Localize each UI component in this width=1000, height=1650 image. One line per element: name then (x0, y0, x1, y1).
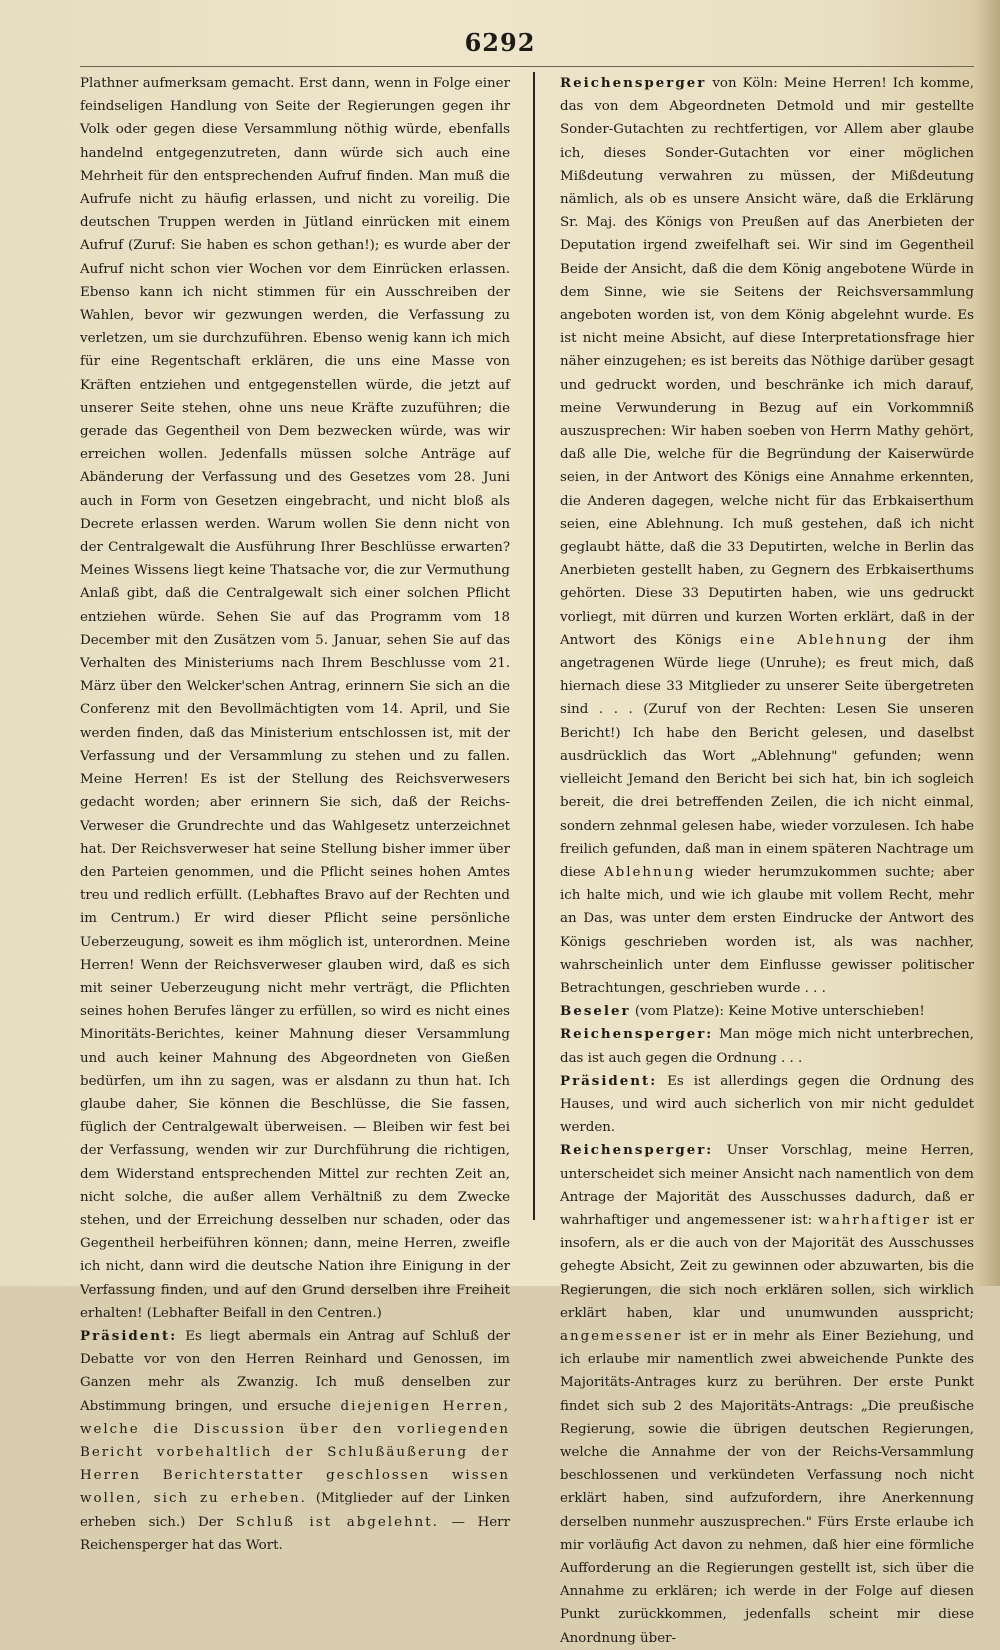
speech-text: wieder herumzukommen suchte; aber ich halte mich, und wie ich glaube mit vollem Recht, mehr an Das, was unter dem ersten Eindrucke der Antwort des Königs geschrieben worden ist, als was nachher, wahrscheinlich unter dem Einflusse gewisser politischer Betrachtungen, geschrieben wurde . . . (560, 864, 974, 996)
right-column (560, 72, 974, 1650)
spaced-text: Ablehnung (603, 864, 696, 880)
speech-text: ist er insofern, als er die auch von der Majorität des Ausschusses gehegte Absicht, Zeit zu gewinnen oder abzuwarten, bis die Regierungen, die sich noch erklären sollen, sich wirklich erklärt haben, klar und unumwunden ausspricht; (560, 1212, 974, 1321)
speech-text: der ihm angetragenen Würde liege (Unruhe); es freut mich, daß hiernach diese 33 Mitglieder zu unserer Seite übergetreten sind . . . (Zuruf von der Rechten: Lesen Sie unseren Bericht!) Ich habe den Bericht gelesen, und daselbst ausdrücklich das Wort „Ablehnung" gefunden; wenn vielleicht Jemand den Bericht bei sich hat, bin ich sogleich bereit, die drei betreffenden Zeilen, die ich nicht einmal, sondern zehnmal gelesen habe, wieder vorzulesen. Ich habe freilich gefunden, daß man in einem späteren Nachtrage um diese (560, 632, 974, 880)
page-number: 6292 (464, 28, 536, 57)
speech-text: (vom Platze): Keine Motive unterschieben! (634, 1004, 925, 1020)
spaced-text: Schluß ist abgelehnt. (235, 1514, 439, 1530)
speech-text: Unser Vorschlag, meine Herren, unterscheidet sich meiner Ansicht nach namentlich von dem Antrage der Majorität des Ausschusses dadurch, daß er wahrhaftiger und angemessener ist: (560, 1143, 974, 1228)
speech-text: Man möge mich nicht unterbrechen, das ist auch gegen die Ordnung . . . (560, 1027, 974, 1066)
paragraph (80, 72, 510, 1325)
header-rule (80, 66, 974, 67)
speech-text: von Köln: Meine Herren! Ich komme, das von dem Abgeordneten Detmold und mir gestellte Sonder-Gutachten zu rechtfertigen, vor Allem aber glaube ich, dieses Sonder-Gutachten vor einer möglichen Mißdeutung verwahren zu müssen, der Mißdeutung nämlich, als ob es unsere Ansicht wäre, daß die Erklärung Sr. Maj. des Königs von Preußen auf das Anerbieten der Deputation irgend zweifelhaft sei. Wir sind im Gegentheil Beide der Ansicht, daß die dem König angebotene Würde in dem Sinne, wie sie Seitens der Reichsversammlung angeboten worden ist, von dem König abgelehnt wurde. Es ist nicht meine Absicht, auf diese Interpretationsfrage hier näher einzugehen; es ist bereits das Nöthige darüber gesagt und gedruckt worden, und beschränke ich mich darauf, meine Verwunderung in Bezug auf ein Vorkommniß auszusprechen: Wir haben soeben von Herrn Mathy gehört, daß alle Die, welche für die Begründung der Kaiserwürde seien, in der Antwort des Königs eine Annahme erkennten, die Anderen dagegen, welche nicht für das Erbkaiserthum seien, eine Ablehnung. Ich muß gestehen, daß ich nicht geglaubt hätte, daß die 33 Deputirten, welche in Berlin das Anerbieten gestellt haben, zu Gegnern des Erbkaiserthums gehörten. Diese 33 Deputirten haben, wie uns gedruckt vorliegt, mit dürren und kurzen Worten erklärt, daß in der Antwort des Königs (560, 76, 974, 648)
paragraph (560, 1070, 974, 1140)
paragraph (560, 1023, 974, 1069)
speech-text: Es ist allerdings gegen die Ordnung des Hauses, und wird auch sicherlich von mir nicht geduldet werden. (560, 1073, 974, 1136)
speaker-name: Reichensperger: (560, 1026, 714, 1043)
paragraph (80, 1325, 510, 1557)
spaced-text: wahrhaftiger (818, 1212, 931, 1228)
paragraph (560, 1139, 974, 1649)
speech-text: — Herr Reichensperger hat das Wort. (80, 1514, 510, 1553)
paragraph (560, 1000, 974, 1023)
speaker-name: Präsident: (80, 1327, 178, 1344)
left-column (80, 72, 510, 1557)
speaker-name: Reichensperger (560, 75, 707, 91)
spaced-text: angemessener (560, 1328, 683, 1344)
paragraph (560, 72, 974, 1000)
spaced-text: diejenigen Herren, welche die Discussion über den vorliegenden Bericht vorbehaltlich der Schlußäußerung der Herren Berichterstatter geschlossen wissen wollen, sich zu erheben. (80, 1398, 510, 1507)
speech-text: (Mitglieder auf der Linken erheben sich.) Der (80, 1491, 510, 1530)
speech-text: Es liegt abermals ein Antrag auf Schluß der Debatte vor von den Herren Reinhard und Genossen, im Ganzen mehr als Zwanzig. Ich muß denselben zur Abstimmung bringen, und ersuche (80, 1328, 510, 1414)
speech-text: ist er in mehr als Einer Beziehung, und ich erlaube mir namentlich zwei abweichende Punkte des Majoritäts-Antrages kurz zu berühren. Der erste Punkt findet sich sub 2 des Majoritäts-Antrags: „Die preußische Regierung, sowie die übrigen deutschen Regierungen, welche die Annahme der von der Reichs-Versammlung beschlossenen und verkündeten Verfassung noch nicht erklärt haben, sind aufzufordern, ihre Anerkennung derselben nunmehr auszusprechen." Fürs Erste erlaube ich mir vorläufig Act davon zu nehmen, daß hier eine förmliche Aufforderung an die Regierungen gestellt ist, sich über die Annahme zu erklären; ich werde in der Folge auf diesen Punkt zurückkommen, jedenfalls scheint mir diese Anordnung über- (560, 1328, 975, 1646)
speaker-name: Reichensperger: (560, 1142, 714, 1159)
speaker-name: Beseler (560, 1003, 631, 1020)
speech-text: Plathner aufmerksam gemacht. Erst dann, wenn in Folge einer feindseligen Handlung von Seite der Regierungen gegen ihr Volk oder gegen diese Versammlung nöthig würde, ebenfalls handelnd entgegenzutreten, dann würde sich auch eine Mehrheit für den entsprechenden Aufruf finden. Man muß die Aufrufe nicht zu häufig erlassen, und nicht zu voreilig. Die deutschen Truppen werden in Jütland einrücken mit einem Aufruf (Zuruf: Sie haben es schon gethan!); es wurde aber der Aufruf nicht schon vier Wochen vor dem Einrücken erlassen. Ebenso kann ich nicht stimmen für ein Ausschreiben der Wahlen, bevor wir gezwungen werden, die Verfassung zu verletzen, um sie durchzuführen. Ebenso wenig kann ich mich für eine Regentschaft erklären, die uns eine Masse von Kräften entziehen und entgegenstellen würde, die jetzt auf unserer Seite stehen, ohne uns neue Kräfte zuzuführen; die gerade das Gegentheil von Dem bezwecken würde, was wir erreichen wollen. Jedenfalls müssen solche Anträge auf Abänderung der Verfassung und des Gesetzes vom 28. Juni auch in Form von Gesetzen eingebracht, und nicht bloß als Decrete erlassen werden. Warum wollen Sie denn nicht von der Centralgewalt die Ausführung Ihrer Beschlüsse erwarten? Meines Wissens liegt keine Thatsache vor, die zur Vermuthung Anlaß gibt, daß die Centralgewalt sich einer solchen Pflicht entziehen würde. Sehen Sie auf das Programm vom 18 December mit den Zusätzen vom 5. Januar, sehen Sie auf das Verhalten des Ministeriums nach Ihrem Beschlusse vom 21. März über den Welcker'schen Antrag, erinnern Sie sich an die Conferenz mit den Bevollmächtigten vom 14. April, und Sie werden finden, daß das Ministerium entschlossen ist, mit der Verfassung und der Versammlung zu stehen und zu fallen. Meine Herren! Es ist der Stellung des Reichsverwesers gedacht worden; aber erinnern Sie sich, daß der Reichs-Verweser die Grundrechte und das Wahlgesetz unterzeichnet hat. Der Reichsverweser hat seine Stellung bisher immer über den Parteien genommen, und die Pflicht seines hohen Amtes treu und redlich erfüllt. (Lebhaftes Bravo auf der Rechten und im Centrum.) Er wird dieser Pflicht seine persönliche Ueberzeugung, soweit es ihm möglich ist, unterordnen. Meine Herren! Wenn der Reichsverweser glauben wird, daß es sich mit seiner Ueberzeugung nicht mehr verträgt, die Pflichten seines hohen Berufes länger zu erfüllen, so wird es nicht eines Minoritäts-Berichtes, keiner Mahnung dieser Versammlung und auch keiner Mahnung des Abgeordneten von Gießen bedürfen, um ihn zu sagen, was er alsdann zu thun hat. Ich glaube daher, Sie können die Beschlüsse, die Sie fassen, füglich der Centralgewalt überweisen. — Bleiben wir fest bei der Verfassung, wenden wir zur Durchführung die richtigen, dem Widerstand entsprechenden Mittel zur rechten Zeit an, nicht solche, die außer allem Verhältniß zu dem Zwecke stehen, und der Erreichung desselben nur schaden, oder das Gegentheil herbeiführen können; dann, meine Herren, zweifle ich nicht, dann wird die deutsche Nation ihre Einigung in der Verfassung finden, und auf den Grund derselben ihre Freiheit erhalten! (Lebhafter Beifall in den Centren.) (80, 76, 510, 1321)
column-divider (533, 72, 535, 1220)
speaker-name: Präsident: (560, 1072, 658, 1089)
spaced-text: eine Ablehnung (739, 632, 889, 648)
page-fold-shadow (974, 0, 1000, 1286)
